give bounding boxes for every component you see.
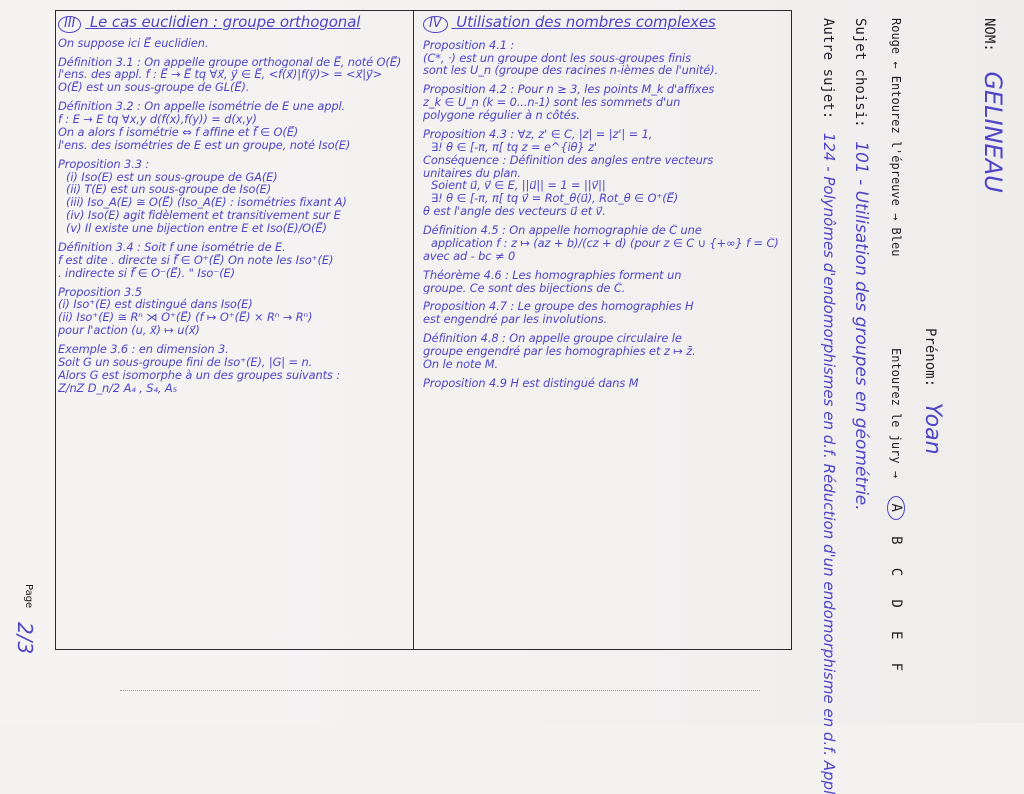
section-number-badge: III xyxy=(58,16,81,33)
text-line: (iii) Iso_A(E) ≅ O(E⃗) (Iso_A(E) : isométries fixant A) xyxy=(66,196,347,210)
left-column xyxy=(58,14,408,395)
text-line: O(E⃗) est un sous-groupe de GL(E⃗). xyxy=(58,81,250,95)
text-line: (ii) Iso⁺(E) ≅ Rⁿ ⋊ O⁺(E⃗) (f ↦ O⁺(E⃗) × Rⁿ → Rⁿ) xyxy=(58,311,313,325)
sujet-value: 101 - Utilisation des groupes en géométrie. xyxy=(851,141,871,511)
epreuve-row xyxy=(888,18,907,256)
sujet-row xyxy=(851,18,871,511)
text-line: pour l'action (u, x⃗) ↦ u(x⃗) xyxy=(58,324,200,338)
right-column xyxy=(423,14,785,390)
text-line: (i) Iso⁺(E) est distingué dans Iso(E) xyxy=(58,298,253,312)
page-label: Page xyxy=(23,584,34,609)
text-line: z_k ∈ U_n (k = 0...n-1) sont les sommets d'un xyxy=(423,96,681,110)
text-line: ∃! θ ∈ [-π, π[ tq z = e^{iθ} z' xyxy=(431,140,597,154)
text-line: application f : z ↦ (az + b)/(cz + d) (pour z ∈ C ∪ {+∞} f = Ĉ) xyxy=(431,236,779,250)
text-line: Z/nZ D_n/2 A₄ , S₄, A₅ xyxy=(58,381,178,395)
section-title-text: Le cas euclidien : groupe orthogonal xyxy=(89,13,361,31)
proposition-line: Proposition 4.3 : ∀z, z' ∈ C, |z| = |z'| = 1, xyxy=(423,127,653,141)
text-line: Soit G un sous-groupe fini de Iso⁺(E), |G| = n. xyxy=(58,355,313,369)
autre-sujet-label: Autre sujet: xyxy=(820,18,836,120)
proposition-line: Proposition 4.1 : xyxy=(423,38,515,52)
prenom-value: Yoan xyxy=(920,402,945,455)
nom-value: GELINEAU xyxy=(979,71,1007,193)
definition-line: Définition 4.5 : On appelle homographie de Ĉ une xyxy=(423,224,702,237)
text-line: f est dite . directe si f⃗ ∈ O⁺(E⃗) On note les Iso⁺(E) xyxy=(58,253,334,267)
autre-sujet-value: 124 - Polynômes d'endomorphismes en d.f. Réduction d'un endomorphisme en d.f. Appl xyxy=(820,132,838,794)
prenom-row xyxy=(920,328,945,455)
nom-row xyxy=(979,18,1007,193)
nom-label: NOM: xyxy=(981,18,997,52)
proposition-line: Proposition 4.9 H est distingué dans M xyxy=(423,376,639,390)
jury-option-c[interactable]: C xyxy=(888,567,904,577)
text-line: avec ad - bc ≠ 0 xyxy=(423,249,516,263)
exam-header xyxy=(787,18,1007,794)
proposition-line: Proposition 4.7 : Le groupe des homographies H xyxy=(423,300,694,314)
text-line: . indirecte si f⃗ ∈ O⁻(E⃗). " Iso⁻(E) xyxy=(58,266,235,280)
proposition-line: Proposition 3.3 : xyxy=(58,157,150,171)
text-line: sont les U_n (groupe des racines n-ièmes de l'unité). xyxy=(423,64,719,78)
text-line: (v) Il existe une bijection entre E et Iso(E)/O(E⃗) xyxy=(66,222,327,235)
autre-sujet-row xyxy=(820,18,839,794)
column-divider xyxy=(413,10,414,650)
text-line: groupe. Ce sont des bijections de Ĉ. xyxy=(423,281,626,295)
jury-option-e[interactable]: E xyxy=(888,631,904,640)
prenom-label: Prénom: xyxy=(922,328,938,388)
text-line: (i) Iso(E) est un sous-groupe de GA(E) xyxy=(66,170,278,184)
text-line: (iv) Iso(E) agit fidèlement et transitivement sur E xyxy=(66,209,341,223)
jury-option-a[interactable]: A xyxy=(887,496,905,520)
proposition-line: Proposition 4.2 : Pour n ≥ 3, les points M_k d'affixes xyxy=(423,83,715,97)
page-number: 2/3 xyxy=(13,622,37,655)
text-line: unitaires du plan. xyxy=(423,166,521,180)
jury-option-f[interactable]: F xyxy=(888,662,904,672)
sujet-label: Sujet choisi: xyxy=(852,18,868,128)
definition-line: Définition 3.1 : On appelle groupe orthogonal de E⃗, noté O(E⃗) xyxy=(58,55,402,69)
jury-label: Entourez le jury → xyxy=(889,348,903,479)
text-line: (ii) T(E) est un sous-groupe de Iso(E) xyxy=(66,183,272,197)
text-line: polygone régulier à n côtés. xyxy=(423,109,580,122)
text-line: On a alors f isométrie ⇔ f affine et f⃗ ∈ O(E⃗) xyxy=(58,125,299,139)
definition-line: Définition 4.8 : On appelle groupe circulaire le xyxy=(423,332,682,346)
text-line: l'ens. des appl. f : E⃗ → E⃗ tq ∀x⃗, y⃗ ∈ E⃗, <f(x⃗)|f(y⃗)> = <x⃗|y⃗> xyxy=(58,68,383,82)
text-line: On le note M. xyxy=(423,357,499,371)
definition-line: Définition 3.4 : Soit f une isométrie de E. xyxy=(58,240,286,254)
text-line: f : E → E tq ∀x,y d(f(x),f(y)) = d(x,y) xyxy=(58,113,257,126)
consequence-line: Conséquence : Définition des angles entre vecteurs xyxy=(423,153,714,167)
jury-row xyxy=(887,348,907,678)
text-line: est engendré par les involutions. xyxy=(423,313,608,327)
left-section-title xyxy=(58,14,408,33)
text-line: ∃! θ ∈ [-π, π[ tq v⃗ = Rot_θ(u⃗), Rot_θ ∈ O⁺(E⃗) xyxy=(431,192,679,206)
text-line: θ est l'angle des vecteurs u⃗ et v⃗. xyxy=(423,205,606,219)
section-number-badge: IV xyxy=(423,16,448,33)
text-line: Alors G est isomorphe à un des groupes suivants : xyxy=(58,368,341,382)
text-line: l'ens. des isométries de E est un groupe, noté Iso(E) xyxy=(58,138,351,152)
scan-noise-dots xyxy=(120,690,760,695)
text-line: groupe engendré par les homographies et z ↦ z̄. xyxy=(423,345,696,358)
text-line: On suppose ici E⃗ euclidien. xyxy=(58,36,209,50)
epreuve-label: Rouge ← Entourez l'épreuve → Bleu xyxy=(889,18,903,257)
definition-line: Définition 3.2 : On appelle isométrie de E une appl. xyxy=(58,100,346,114)
proposition-line: Proposition 3.5 xyxy=(58,285,142,299)
right-section-title xyxy=(423,14,785,33)
text-line: Soient u⃗, v⃗ ∈ E, ||u⃗|| = 1 = ||v⃗|| xyxy=(431,179,606,193)
jury-option-b[interactable]: B xyxy=(888,536,904,545)
example-line: Exemple 3.6 : en dimension 3. xyxy=(58,343,229,356)
text-line: (C*, ·) est un groupe dont les sous-groupes finis xyxy=(423,51,691,65)
jury-option-d[interactable]: D xyxy=(888,599,904,608)
theorem-line: Théorème 4.6 : Les homographies forment un xyxy=(423,268,682,282)
section-title-text: Utilisation des nombres complexes xyxy=(456,13,716,31)
